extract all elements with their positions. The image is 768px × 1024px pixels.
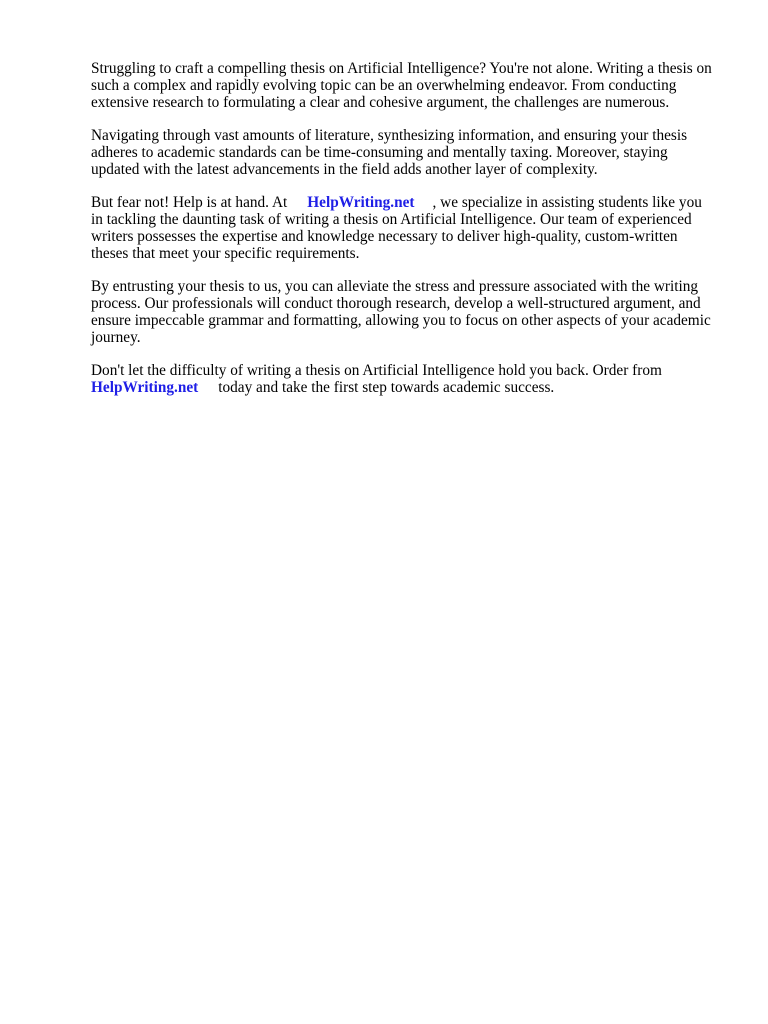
paragraph-call-to-action <box>91 362 731 396</box>
paragraph-line-with-link <box>91 194 731 211</box>
helpwriting-link[interactable]: HelpWriting.net <box>91 379 199 396</box>
paragraph-intro <box>91 60 731 111</box>
paragraph-line: updated with the latest advancements in the field adds another layer of complexity. <box>91 161 598 178</box>
paragraph-line: Struggling to craft a compelling thesis on Artificial Intelligence? You're not alone. Writing a thesis on <box>91 60 712 77</box>
paragraph-help-offer <box>91 194 731 262</box>
paragraph-line: Don't let the difficulty of writing a thesis on Artificial Intelligence hold you back. Order from <box>91 362 662 379</box>
paragraph-challenges <box>91 127 731 178</box>
paragraph-text: But fear not! Help is at hand. At <box>91 194 288 211</box>
paragraph-line: ensure impeccable grammar and formatting, allowing you to focus on other aspects of your academic <box>91 312 711 329</box>
paragraph-line: journey. <box>91 329 141 346</box>
paragraph-line: writers possesses the expertise and knowledge necessary to deliver high-quality, custom-written <box>91 228 678 245</box>
paragraph-line: in tackling the daunting task of writing a thesis on Artificial Intelligence. Our team of experienced <box>91 211 692 228</box>
paragraph-line-with-link <box>91 379 731 396</box>
paragraph-text: today and take the first step towards academic success. <box>218 379 555 396</box>
document-body <box>91 60 731 412</box>
paragraph-benefits <box>91 278 731 346</box>
helpwriting-link[interactable]: HelpWriting.net <box>307 194 415 211</box>
paragraph-text: , we specialize in assisting students like you <box>432 194 702 211</box>
paragraph-line: such a complex and rapidly evolving topic can be an overwhelming endeavor. From conducting <box>91 77 677 94</box>
paragraph-line: theses that meet your specific requirements. <box>91 245 360 262</box>
paragraph-line: process. Our professionals will conduct thorough research, develop a well-structured argument, and <box>91 295 701 312</box>
paragraph-line: adheres to academic standards can be time-consuming and mentally taxing. Moreover, staying <box>91 144 668 161</box>
paragraph-line: By entrusting your thesis to us, you can alleviate the stress and pressure associated with the writing <box>91 278 699 295</box>
paragraph-line: extensive research to formulating a clear and cohesive argument, the challenges are numerous. <box>91 94 670 111</box>
paragraph-line: Navigating through vast amounts of literature, synthesizing information, and ensuring your thesis <box>91 127 688 144</box>
